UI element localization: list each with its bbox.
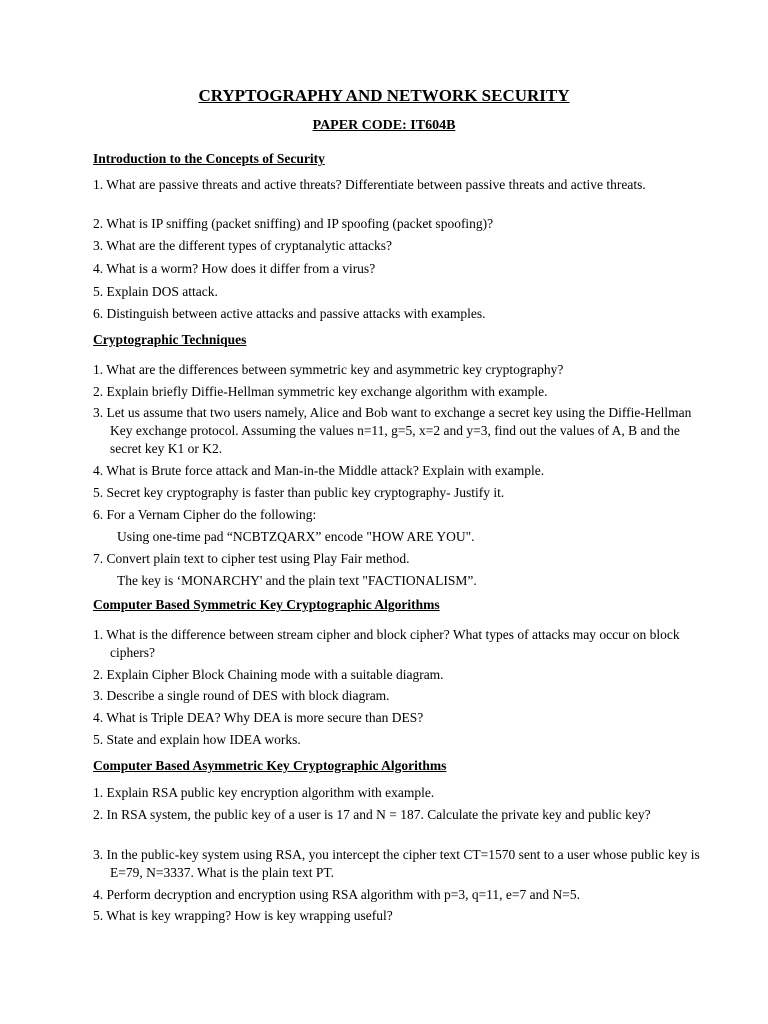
question-item: 3. Let us assume that two users namely, Alice and Bob want to exchange a secret key using the Diffie-Hellman Key exchange protocol. Assuming the values n=11, g=5, x=2 and y=3, find out the values of A, B and the secret key K1 or K2.	[93, 405, 692, 456]
question-item: 4. Perform decryption and encryption using RSA algorithm with p=3, q=11, e=7 and N=5.	[93, 887, 581, 902]
question-item: 4. What is Brute force attack and Man-in-the Middle attack? Explain with example.	[93, 463, 545, 478]
paper-code: PAPER CODE: IT604B	[312, 118, 456, 133]
question-item: 1. Explain RSA public key encryption algorithm with example.	[93, 785, 435, 800]
question-item: 2. In RSA system, the public key of a user is 17 and N = 187. Calculate the private key and public key?	[93, 807, 651, 822]
question-item: 1. What are passive threats and active threats? Differentiate between passive threats and active threats.	[93, 177, 646, 192]
question-item: 1. What are the differences between symmetric key and asymmetric key cryptography?	[93, 362, 564, 377]
question-item: 5. Secret key cryptography is faster than public key cryptography- Justify it.	[93, 485, 505, 500]
question-item: 6. Distinguish between active attacks and passive attacks with examples.	[93, 306, 486, 321]
question-item: 3. In the public-key system using RSA, you intercept the cipher text CT=1570 sent to a user whose public key is E=79, N=3337. What is the plain text PT.	[93, 847, 700, 880]
question-item: 2. Explain briefly Diffie-Hellman symmetric key exchange algorithm with example.	[93, 384, 548, 399]
question-subline: Using one-time pad “NCBTZQARX” encode "HOW ARE YOU".	[117, 529, 475, 544]
question-subline: The key is ‘MONARCHY' and the plain text "FACTIONALISM”.	[117, 573, 477, 588]
question-item: 2. Explain Cipher Block Chaining mode with a suitable diagram.	[93, 667, 444, 682]
question-item: 5. What is key wrapping? How is key wrapping useful?	[93, 908, 393, 923]
section-heading-introduction: Introduction to the Concepts of Security	[93, 151, 325, 166]
question-item: 1. What is the difference between stream cipher and block cipher? What types of attacks may occur on block ciphers?	[93, 627, 680, 660]
question-item: 3. What are the different types of cryptanalytic attacks?	[93, 238, 392, 253]
question-item: 7. Convert plain text to cipher test using Play Fair method.	[93, 551, 410, 566]
question-item: 4. What is a worm? How does it differ from a virus?	[93, 261, 376, 276]
question-item: 2. What is IP sniffing (packet sniffing) and IP spoofing (packet spoofing)?	[93, 216, 494, 231]
question-item: 5. State and explain how IDEA works.	[93, 732, 301, 747]
question-item: 6. For a Vernam Cipher do the following:	[93, 507, 317, 522]
section-heading-symmetric-algorithms: Computer Based Symmetric Key Cryptographic Algorithms	[93, 597, 440, 612]
question-item: 4. What is Triple DEA? Why DEA is more secure than DES?	[93, 710, 424, 725]
section-heading-cryptographic-techniques: Cryptographic Techniques	[93, 332, 247, 347]
section-heading-asymmetric-algorithms: Computer Based Asymmetric Key Cryptographic Algorithms	[93, 758, 447, 773]
question-item: 5. Explain DOS attack.	[93, 284, 218, 299]
document-title: CRYPTOGRAPHY AND NETWORK SECURITY	[198, 86, 570, 105]
question-item: 3. Describe a single round of DES with block diagram.	[93, 688, 390, 703]
